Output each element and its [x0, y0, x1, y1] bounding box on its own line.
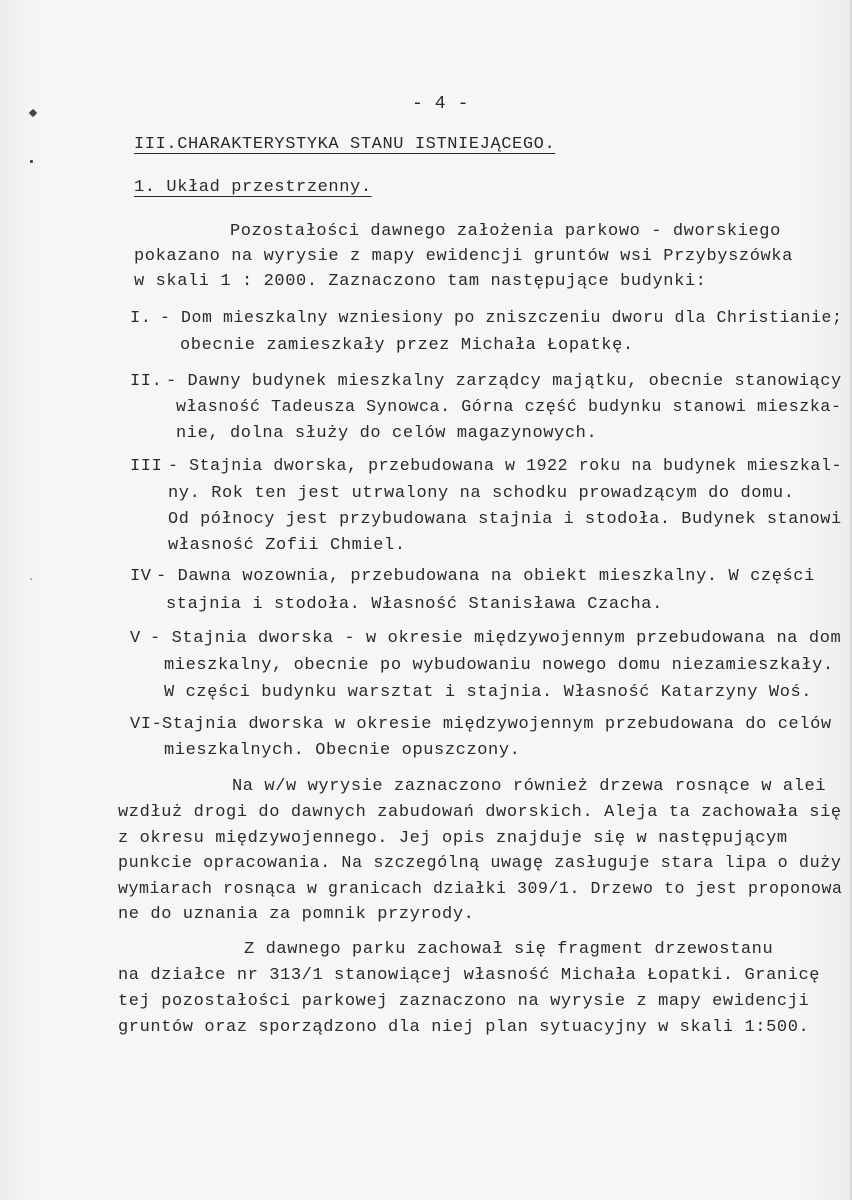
- item-line: ny. Rok ten jest utrwalony na schodku prowadzącym do domu.: [168, 484, 795, 503]
- paragraph-line: Z dawnego parku zachował się fragment drzewostanu: [244, 940, 774, 959]
- item-line: obecnie zamieszkały przez Michała Łopatkę.: [180, 336, 634, 355]
- item-line: stajnia i stodoła. Własność Stanisława Czacha.: [166, 595, 663, 614]
- paragraph-line: punkcie opracowania. Na szczególną uwagę zasługuje stara lipa o duży: [118, 854, 842, 873]
- item-line: - Stajnia dworska, przebudowana w 1922 roku na budynek mieszkal-: [168, 457, 843, 476]
- item-number: V: [130, 629, 141, 648]
- subsection-title: 1. Układ przestrzenny.: [134, 178, 372, 197]
- section-title: III.CHARAKTERYSTYKA STANU ISTNIEJĄCEGO.: [134, 135, 556, 154]
- item-number: I.: [130, 309, 152, 328]
- item-line: własność Zofii Chmiel.: [168, 536, 406, 555]
- item-line: - Dom mieszkalny wzniesiony po zniszczeniu dworu dla Christianie;: [160, 309, 843, 328]
- page-number: - 4 -: [412, 94, 470, 114]
- binder-mark: [30, 578, 32, 580]
- paragraph-line: tej pozostałości parkowej zaznaczono na wyrysie z mapy ewidencji: [118, 992, 810, 1011]
- intro-line: pokazano na wyrysie z mapy ewidencji gruntów wsi Przybyszówka: [134, 247, 793, 266]
- item-line: mieszkalnych. Obecnie opuszczony.: [164, 741, 521, 760]
- intro-line: Pozostałości dawnego założenia parkowo - dworskiego: [230, 222, 781, 241]
- item-number: II.: [130, 372, 163, 391]
- paragraph-line: wymiarach rosnąca w granicach działki 309/1. Drzewo to jest proponowa: [118, 880, 843, 899]
- item-line: Stajnia dworska w okresie międzywojennym przebudowana do celów: [162, 715, 832, 734]
- item-line: - Stajnia dworska - w okresie międzywojennym przebudowana na dom: [150, 629, 842, 648]
- binder-mark: [29, 109, 37, 117]
- paragraph-line: z okresu międzywojennego. Jej opis znajduje się w następującym: [118, 829, 788, 848]
- item-line: - Dawny budynek mieszkalny zarządcy majątku, obecnie stanowiący: [166, 372, 842, 391]
- intro-line: w skali 1 : 2000. Zaznaczono tam następujące budynki:: [134, 272, 707, 291]
- paragraph-line: na działce nr 313/1 stanowiącej własność Michała Łopatki. Granicę: [118, 966, 821, 985]
- item-line: nie, dolna służy do celów magazynowych.: [176, 424, 598, 443]
- binder-mark: [30, 160, 33, 163]
- paragraph-line: gruntów oraz sporządzono dla niej plan sytuacyjny w skali 1:500.: [118, 1018, 810, 1037]
- paragraph-line: Na w/w wyrysie zaznaczono również drzewa rosnące w alei: [232, 777, 827, 796]
- item-number: VI-: [130, 715, 163, 734]
- paragraph-line: ne do uznania za pomnik przyrody.: [118, 905, 475, 924]
- item-line: Od północy jest przybudowana stajnia i stodoła. Budynek stanowi: [168, 510, 842, 529]
- item-line: mieszkalny, obecnie po wybudowaniu nowego domu niezamieszkały.: [164, 656, 834, 675]
- item-number: IV: [130, 567, 152, 586]
- item-number: III: [130, 457, 163, 476]
- item-line: - Dawna wozownia, przebudowana na obiekt mieszkalny. W części: [156, 567, 815, 586]
- item-line: własność Tadeusza Synowca. Górna część budynku stanowi mieszka-: [176, 398, 842, 417]
- item-line: W części budynku warsztat i stajnia. Własność Katarzyny Woś.: [164, 683, 813, 702]
- paragraph-line: wzdłuż drogi do dawnych zabudowań dworskich. Aleja ta zachowała się: [118, 803, 842, 822]
